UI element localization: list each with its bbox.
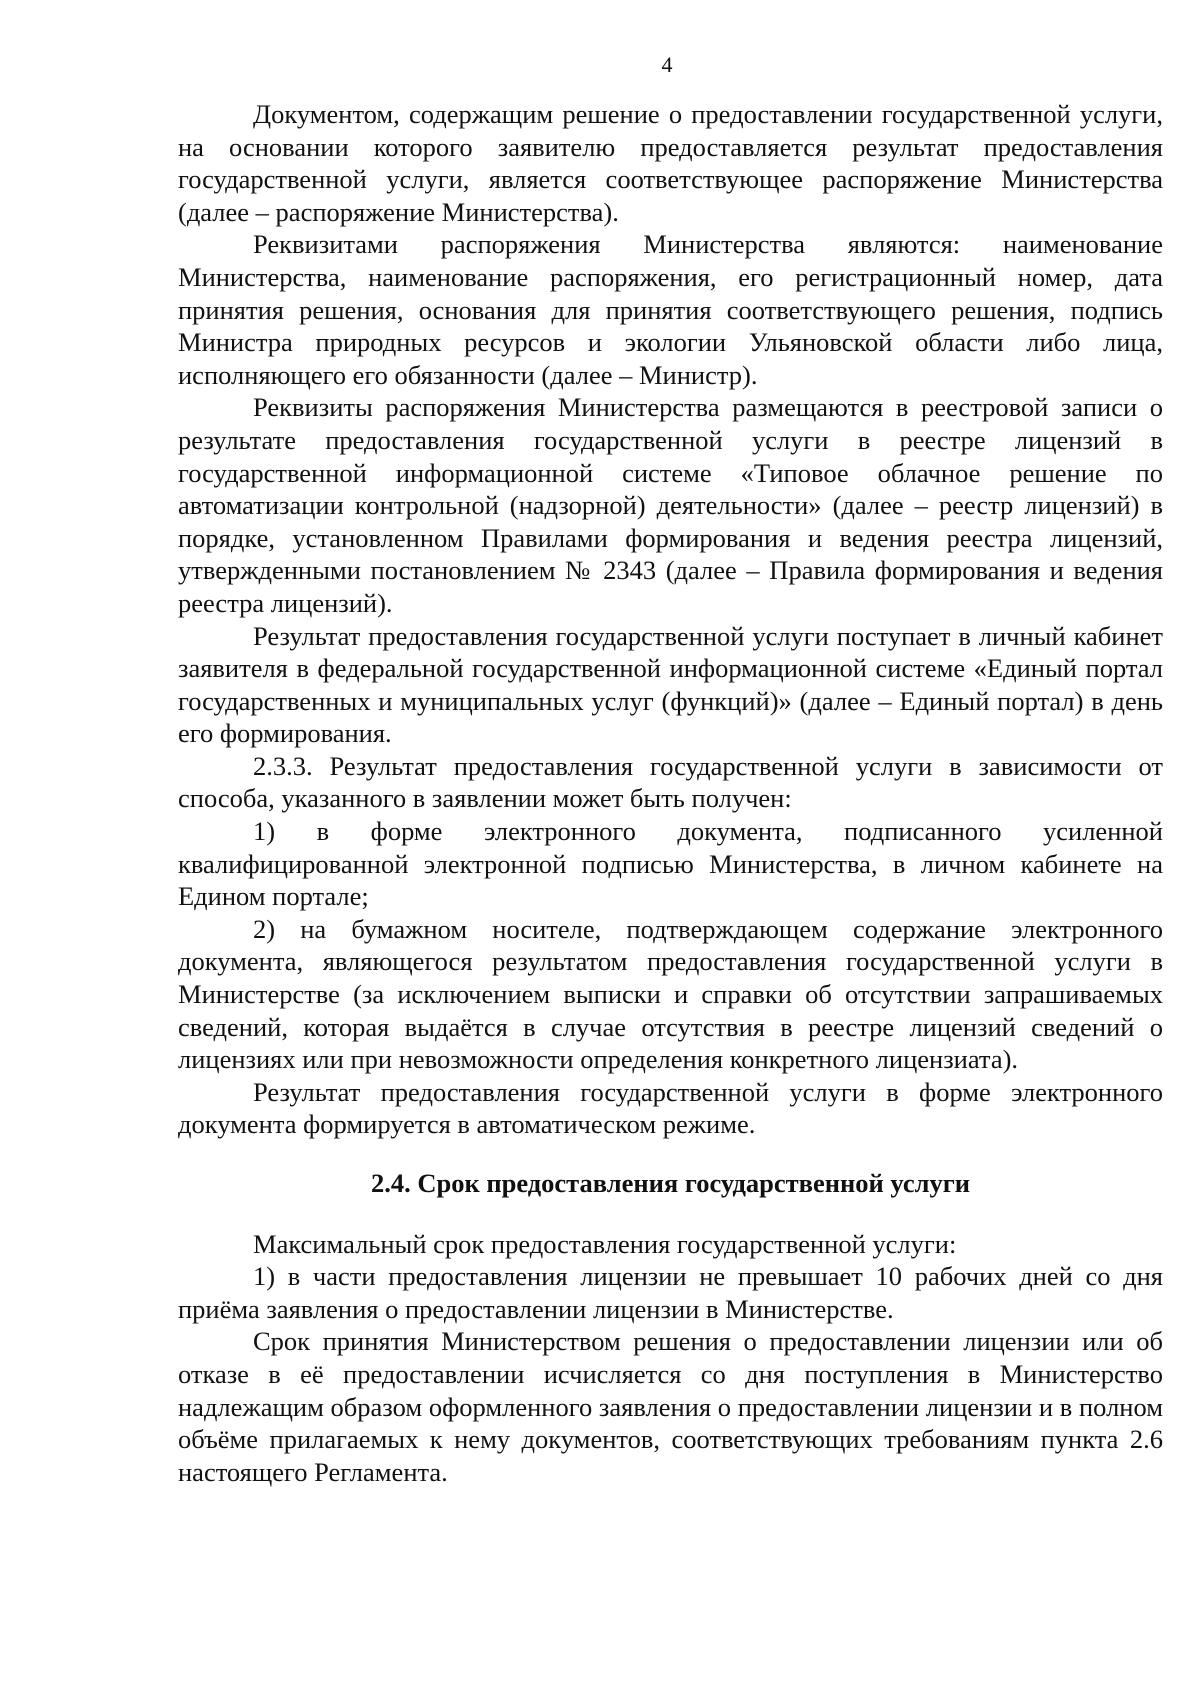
list-item-electronic: 1) в форме электронного документа, подписанного усиленной квалифицированной электронной подписью Министерства, в личном кабинете на Едином портале; xyxy=(178,816,1163,912)
list-item-license-term: 1) в части предоставления лицензии не превышает 10 рабочих дней со дня приёма заявления о предоставлении лицензии в Министерстве. xyxy=(178,1261,1163,1324)
page-number: 4 xyxy=(661,52,673,77)
paragraph-personal-cabinet: Результат предоставления государственной услуги поступает в личный кабинет заявителя в федеральной государственной информационной системе «Единый портал государственных и муниципальных услуг (функций)» (далее – Единый портал) в день его формирования. xyxy=(178,620,1163,749)
paragraph-max-term: Максимальный срок предоставления государственной услуги: xyxy=(253,1228,957,1259)
section-heading-2-4: 2.4. Срок предоставления государственной услуги xyxy=(370,1168,971,1198)
document-body xyxy=(178,98,1163,1488)
paragraph-2-3-3: 2.3.3. Результат предоставления государственной услуги в зависимости от способа, указанного в заявлении может быть получен: xyxy=(178,750,1163,814)
paragraph-order-requisites: Реквизитами распоряжения Министерства являются: наименование Министерства, наименование распоряжения, его регистрационный номер, дата принятия решения, основания для принятия соответствующего решения, подпись Министра природных ресурсов и экологии Ульяновской области либо лица, исполняющего его обязанности (далее – Министр). xyxy=(178,229,1163,390)
paragraph-requisites-placement: Реквизиты распоряжения Министерства размещаются в реестровой записи о результате предоставления государственной услуги в реестре лицензий в государственной информационной системе «Типовое облачное решение по автоматизации контрольной (надзорной) деятельности» (далее – реестр лицензий) в порядке, установленном Правилами формирования и ведения реестра лицензий, утвержденными постановлением № 2343 (далее – Правила формирования и ведения реестра лицензий). xyxy=(178,392,1163,618)
list-item-paper: 2) на бумажном носителе, подтверждающем содержание электронного документа, являющегося результатом предоставления государственной услуги в Министерстве (за исключением выписки и справки об отсутствии запрашиваемых сведений, которая выдаётся в случае отсутствия в реестре лицензий сведений о лицензиях или при невозможности определения конкретного лицензиата). xyxy=(178,913,1163,1075)
paragraph-result-document: Документом, содержащим решение о предоставлении государственной услуги, на основании которого заявителю предоставляется результат предоставления государственной услуги, является соответствующее распоряжение Министерства (далее – распоряжение Министерства). xyxy=(178,99,1163,227)
paragraph-auto-mode: Результат предоставления государственной услуги в форме электронного документа формируется в автоматическом режиме. xyxy=(178,1076,1163,1140)
paragraph-decision-term: Срок принятия Министерством решения о предоставлении лицензии или об отказе в её предоставлении исчисляется со дня поступления в Министерство надлежащим образом оформленного заявления о предоставлении лицензии и в полном объёме прилагаемых к нему документов, соответствующих требованиям пункта 2.6 настоящего Регламента. xyxy=(178,1326,1163,1487)
